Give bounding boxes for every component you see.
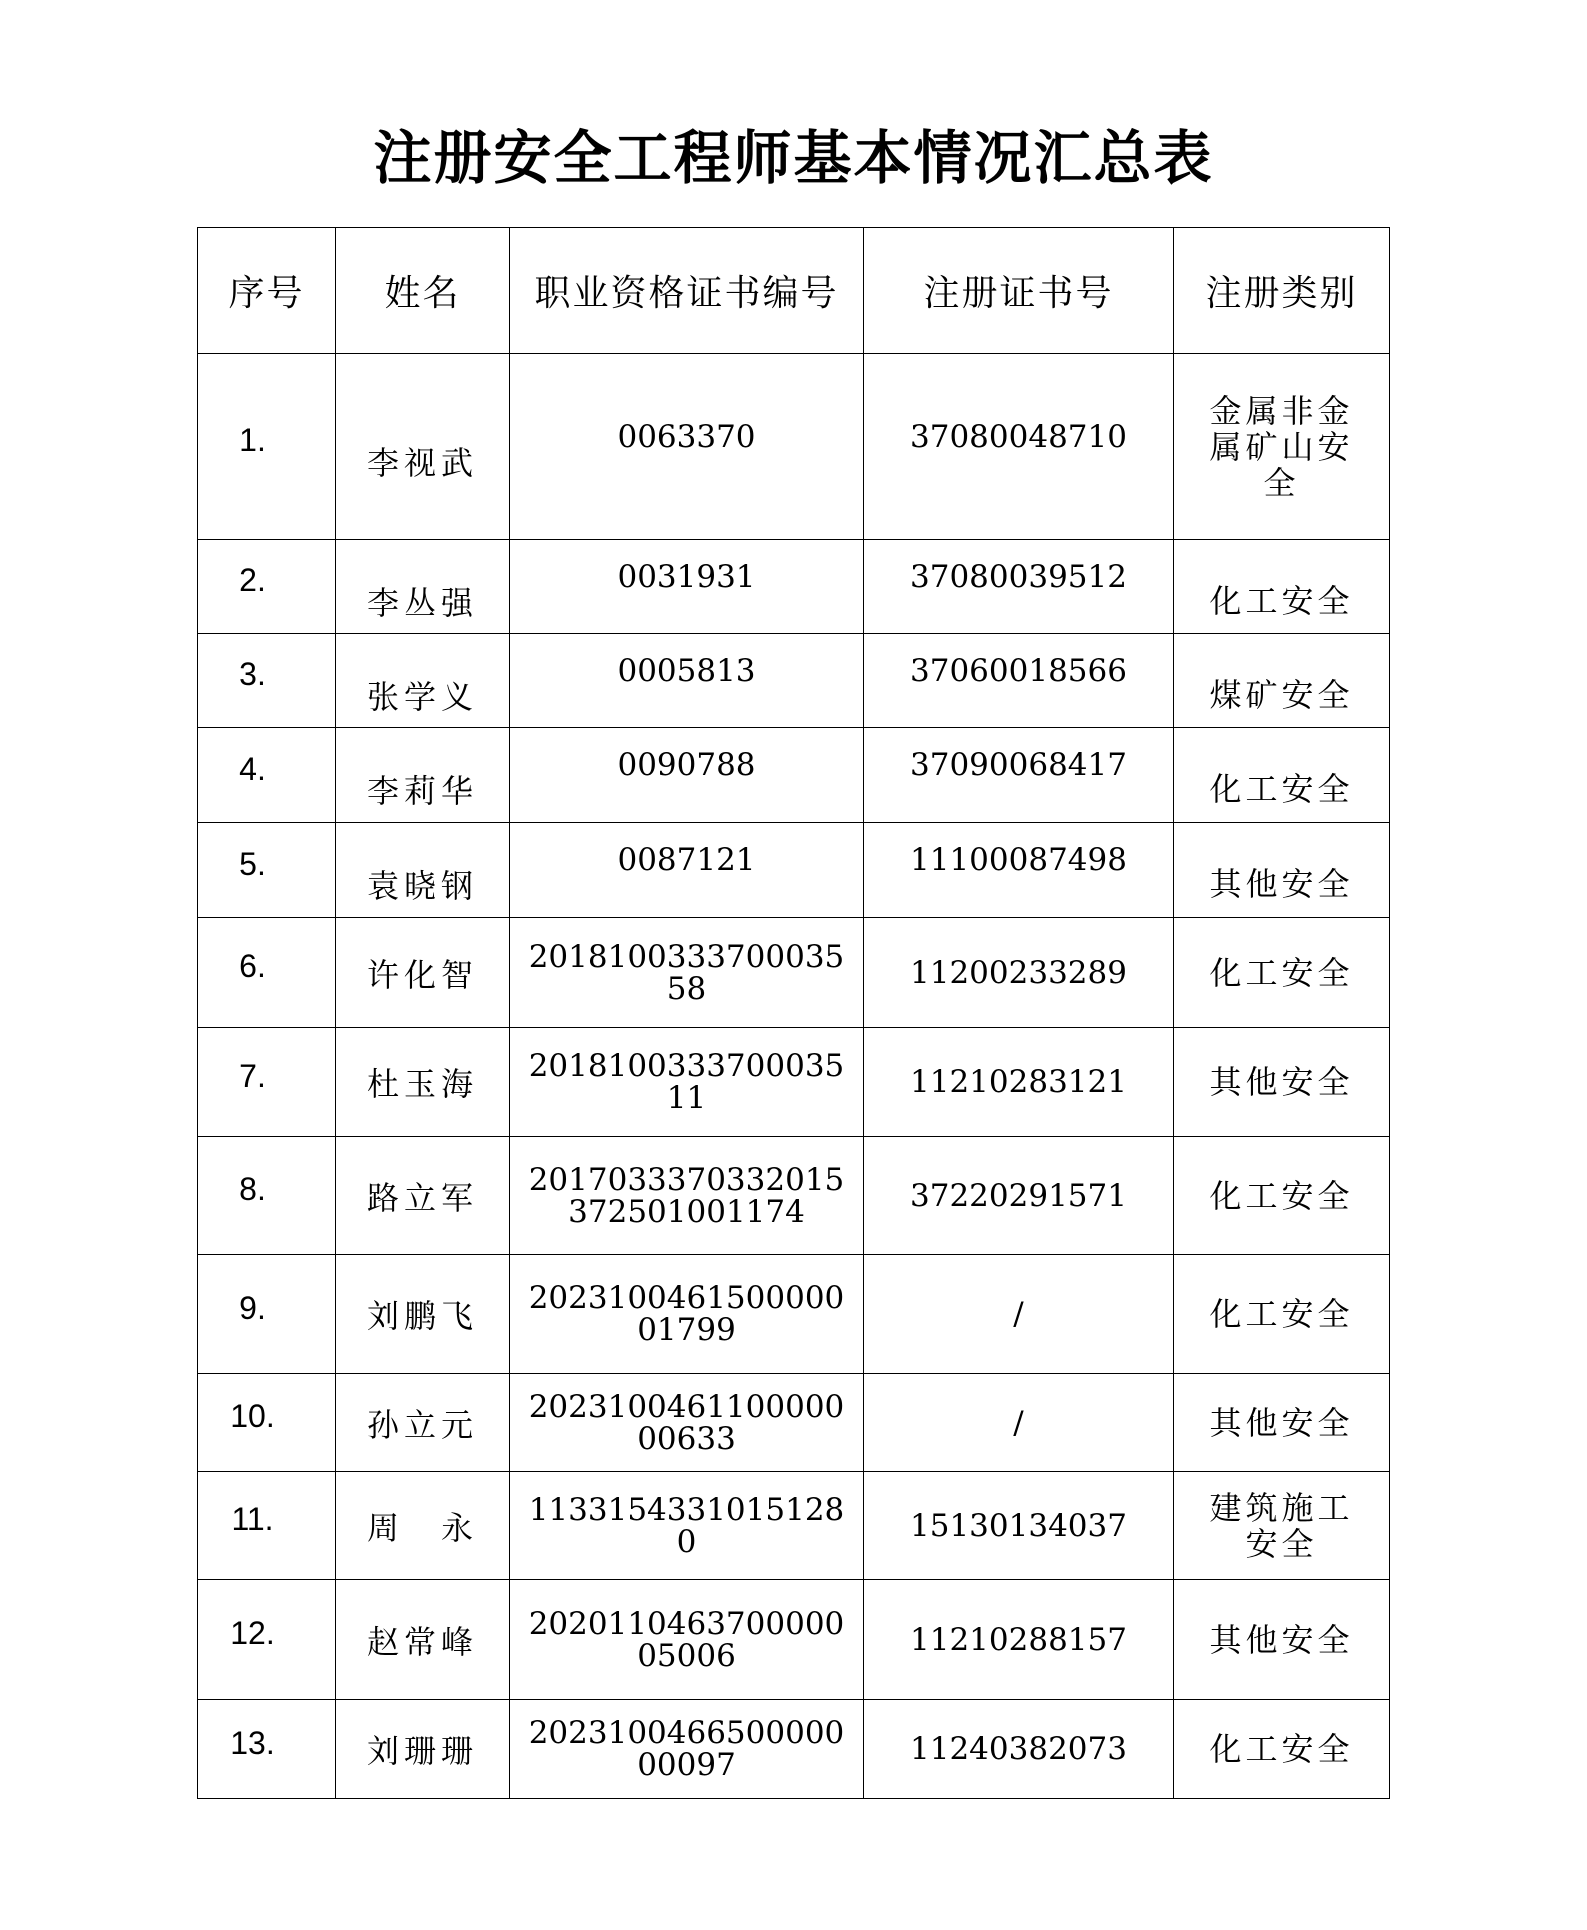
row-index-text: 4.: [239, 750, 266, 787]
row-registration-no-text: /: [1013, 1404, 1024, 1441]
row-index: [198, 1374, 336, 1472]
row-category: [1174, 1472, 1390, 1580]
row-registration-no: [864, 1580, 1174, 1700]
row-name-text: 杜玉海: [366, 1065, 478, 1103]
row-name: [336, 1700, 510, 1799]
table-row: [198, 1137, 1390, 1255]
row-index-text: 6.: [239, 948, 266, 984]
row-name: [336, 1472, 510, 1580]
page-title: 注册安全工程师基本情况汇总表: [373, 124, 1214, 192]
table-row: [198, 728, 1390, 823]
row-category-text: 化工安全: [1209, 953, 1354, 992]
engineer-summary-table: [197, 227, 1390, 1799]
row-index: [198, 728, 336, 823]
row-index: [198, 823, 336, 918]
row-category-text: 化工安全: [1209, 581, 1354, 620]
row-registration-no: [864, 918, 1174, 1028]
header-qualification-no: 职业资格证书编号: [510, 228, 864, 354]
row-index: [198, 1472, 336, 1580]
row-qualification-no: [510, 1255, 864, 1374]
row-qualification-no: [510, 634, 864, 728]
row-index-text: 13.: [230, 1724, 275, 1761]
row-index: [198, 1700, 336, 1799]
row-name-text: 孙立元: [366, 1405, 478, 1444]
row-qualification-no-text: 0063370: [617, 418, 756, 455]
header-index: 序号: [198, 228, 336, 354]
row-registration-no: [864, 1255, 1174, 1374]
row-category: [1174, 1700, 1390, 1799]
row-name-text: 路立军: [366, 1178, 478, 1217]
table-row: [198, 918, 1390, 1028]
row-index-text: 11.: [231, 1501, 274, 1537]
row-category: [1174, 540, 1390, 634]
row-registration-no-text: 11210288157: [910, 1621, 1127, 1658]
row-name-text: 张学义: [366, 677, 478, 716]
row-registration-no: [864, 1472, 1174, 1580]
table-row: [198, 354, 1390, 540]
row-category-text: 其他安全: [1209, 1063, 1354, 1101]
row-index-text: 8.: [239, 1171, 266, 1207]
row-name-text: 刘珊珊: [366, 1732, 478, 1770]
row-name: [336, 823, 510, 918]
row-category: [1174, 1374, 1390, 1472]
row-registration-no: [864, 728, 1174, 823]
row-category-text: 化工安全: [1209, 770, 1354, 808]
row-category: [1174, 918, 1390, 1028]
row-registration-no-text: /: [1013, 1296, 1024, 1332]
row-name-text: 袁晓钢: [366, 867, 478, 905]
row-registration-no: [864, 1700, 1174, 1799]
row-category: [1174, 823, 1390, 918]
row-qualification-no: [510, 1580, 864, 1700]
row-name-text: 周 永: [366, 1508, 478, 1547]
row-qualification-no-text: 11331543310151280: [528, 1491, 845, 1560]
row-name: [336, 540, 510, 634]
row-qualification-no-text: 0031931: [617, 558, 756, 595]
row-index-text: 3.: [239, 656, 266, 692]
row-index: [198, 1580, 336, 1700]
row-name: [336, 728, 510, 823]
row-name: [336, 634, 510, 728]
row-index: [198, 354, 336, 540]
row-name-text: 李丛强: [366, 583, 478, 622]
table-row: [198, 1700, 1390, 1799]
row-registration-no-text: 11100087498: [910, 842, 1127, 878]
row-qualification-no-text: 0090788: [617, 747, 756, 783]
row-qualification-no-text: 202310046110000000633: [528, 1388, 845, 1457]
row-registration-no: [864, 1374, 1174, 1472]
row-category: [1174, 1137, 1390, 1255]
row-qualification-no-text: 2017033370332015372501001174: [528, 1161, 845, 1230]
row-category-text: 其他安全: [1209, 865, 1354, 903]
row-category-text: 煤矿安全: [1209, 675, 1354, 714]
header-category: 注册类别: [1174, 228, 1390, 354]
row-qualification-no: [510, 354, 864, 540]
row-registration-no-text: 11210283121: [910, 1064, 1127, 1100]
row-registration-no: [864, 823, 1174, 918]
row-index-text: 7.: [239, 1057, 266, 1094]
row-registration-no-text: 11200233289: [910, 954, 1127, 991]
row-qualification-no-text: 0087121: [617, 842, 756, 878]
row-registration-no-text: 15130134037: [910, 1507, 1127, 1544]
row-registration-no: [864, 634, 1174, 728]
row-name-text: 刘鹏飞: [366, 1297, 478, 1335]
row-index: [198, 918, 336, 1028]
table-row: [198, 634, 1390, 728]
row-name: [336, 1374, 510, 1472]
row-index: [198, 1137, 336, 1255]
row-qualification-no: [510, 1028, 864, 1137]
row-category: [1174, 354, 1390, 540]
row-name-text: 赵常峰: [366, 1622, 478, 1661]
row-index-text: 12.: [230, 1615, 275, 1651]
row-name: [336, 1028, 510, 1137]
row-qualification-no-text: 0005813: [617, 652, 756, 689]
row-qualification-no-text: 201810033370003511: [528, 1048, 845, 1116]
row-index-text: 9.: [239, 1289, 266, 1326]
table-row: [198, 1580, 1390, 1700]
table-row: [198, 1374, 1390, 1472]
row-name: [336, 1255, 510, 1374]
table-row: [198, 823, 1390, 918]
row-category-text: 其他安全: [1209, 1403, 1354, 1442]
row-qualification-no: [510, 823, 864, 918]
row-index: [198, 1028, 336, 1137]
row-qualification-no-text: 202310046650000000097: [528, 1715, 845, 1783]
row-qualification-no: [510, 1700, 864, 1799]
row-index: [198, 540, 336, 634]
row-qualification-no: [510, 728, 864, 823]
row-index-text: 2.: [239, 562, 266, 598]
row-qualification-no: [510, 1374, 864, 1472]
row-category-text: 化工安全: [1209, 1176, 1354, 1215]
row-registration-no-text: 37080048710: [910, 418, 1127, 455]
row-registration-no-text: 11240382073: [910, 1731, 1127, 1767]
table-row: [198, 1028, 1390, 1137]
row-registration-no-text: 37080039512: [910, 558, 1127, 595]
row-registration-no: [864, 1028, 1174, 1137]
row-qualification-no: [510, 540, 864, 634]
table-row: [198, 1255, 1390, 1374]
row-name-text: 许化智: [366, 955, 478, 994]
row-category-text: 其他安全: [1209, 1620, 1354, 1659]
row-qualification-no-text: 201810033370003558: [528, 938, 845, 1007]
row-index-text: 10.: [230, 1398, 275, 1434]
row-index-text: 1.: [239, 422, 266, 458]
row-qualification-no: [510, 918, 864, 1028]
row-name: [336, 1137, 510, 1255]
row-category: [1174, 634, 1390, 728]
row-name: [336, 918, 510, 1028]
row-category-text: 化工安全: [1209, 1730, 1354, 1768]
row-qualification-no-text: 202011046370000005006: [528, 1605, 845, 1674]
row-name: [336, 354, 510, 540]
row-registration-no-text: 37090068417: [910, 747, 1127, 783]
row-index-text: 5.: [239, 845, 266, 882]
row-index: [198, 634, 336, 728]
row-index: [198, 1255, 336, 1374]
row-category: [1174, 728, 1390, 823]
row-name-text: 李莉华: [366, 772, 478, 810]
row-qualification-no: [510, 1472, 864, 1580]
header-registration-no: 注册证书号: [864, 228, 1174, 354]
row-registration-no-text: 37220291571: [910, 1177, 1127, 1214]
row-category-text: 建筑施工安全: [1209, 1488, 1354, 1563]
row-category-text: 化工安全: [1209, 1295, 1354, 1333]
row-qualification-no-text: 202310046150000001799: [528, 1280, 845, 1348]
header-name: 姓名: [336, 228, 510, 354]
table-row: [198, 1472, 1390, 1580]
row-category: [1174, 1580, 1390, 1700]
row-category: [1174, 1255, 1390, 1374]
row-registration-no: [864, 1137, 1174, 1255]
row-name-text: 李视武: [366, 443, 478, 482]
row-registration-no: [864, 354, 1174, 540]
row-registration-no: [864, 540, 1174, 634]
header-row: [198, 228, 1390, 354]
row-category: [1174, 1028, 1390, 1137]
table-row: [198, 540, 1390, 634]
row-registration-no-text: 37060018566: [910, 652, 1127, 689]
row-category-text: 金属非金属矿山安全: [1209, 391, 1354, 502]
row-name: [336, 1580, 510, 1700]
row-qualification-no: [510, 1137, 864, 1255]
